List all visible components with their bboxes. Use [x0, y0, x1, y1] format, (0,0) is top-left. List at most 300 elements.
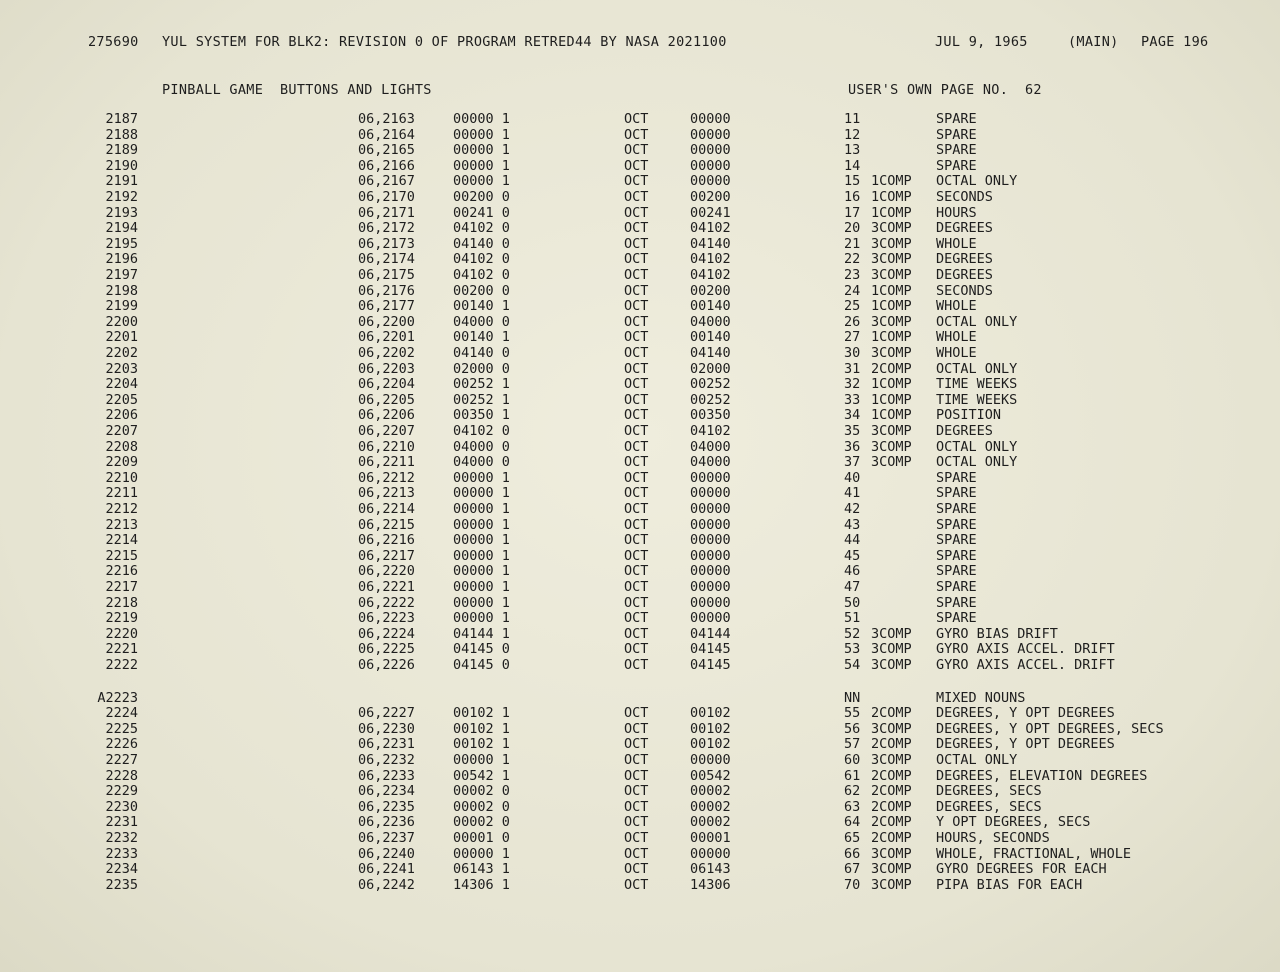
cell-line: 2195 [105, 235, 138, 252]
cell-line: 2225 [105, 720, 138, 737]
cell-addr: 06,2221 [358, 579, 415, 595]
cell-addr: 06,2213 [358, 485, 415, 502]
cell-addr: 06,2226 [358, 657, 415, 673]
cell-line: 2201 [105, 329, 138, 346]
cell-word: 00000 1 [453, 845, 510, 862]
cell-num: 17 [844, 204, 861, 221]
cell-line: 2205 [105, 391, 138, 408]
cell-line: 2213 [105, 516, 138, 533]
cell-val: 04145 [690, 641, 731, 658]
cell-op: OCT [624, 641, 649, 658]
cell-num: 44 [844, 532, 861, 549]
cell-val: 04000 [690, 438, 731, 455]
cell-num: 66 [844, 845, 861, 862]
cell-num: 32 [844, 376, 861, 393]
table-row [0, 847, 1280, 863]
cell-cls: 2COMP [871, 705, 912, 722]
cell-num: 43 [844, 516, 861, 533]
cell-num: 34 [844, 407, 861, 424]
cell-word: 00000 1 [453, 563, 510, 580]
job-id: 275690 [88, 34, 139, 50]
table-row [0, 143, 1280, 159]
cell-val: 00102 [690, 736, 731, 753]
cell-word: 00000 1 [453, 610, 510, 627]
cell-op: OCT [624, 610, 649, 627]
cell-desc: SPARE [936, 563, 977, 580]
cell-desc: OCTAL ONLY [936, 752, 1018, 768]
table-row [0, 237, 1280, 253]
cell-op: OCT [624, 126, 649, 143]
cell-line: 2218 [105, 594, 138, 611]
cell-num: 24 [844, 282, 861, 299]
cell-op: OCT [624, 189, 649, 205]
cell-addr: 06,2211 [358, 454, 415, 471]
cell-op: OCT [624, 657, 649, 673]
cell-cls: 3COMP [871, 454, 912, 471]
cell-word: 00000 1 [453, 111, 510, 127]
cell-op: OCT [624, 579, 649, 595]
table-row [0, 206, 1280, 222]
table-row [0, 784, 1280, 800]
table-row [0, 674, 1280, 690]
cell-word: 00001 0 [453, 830, 510, 846]
cell-word: 00000 1 [453, 126, 510, 143]
cell-num: 26 [844, 313, 861, 330]
cell-op: OCT [624, 783, 649, 800]
table-row [0, 691, 1280, 707]
cell-num: 57 [844, 736, 861, 753]
cell-desc: WHOLE, FRACTIONAL, WHOLE [936, 845, 1132, 862]
cell-addr: 06,2224 [358, 625, 415, 642]
users-page-number: USER'S OWN PAGE NO. 62 [848, 82, 1042, 98]
cell-val: 04000 [690, 454, 731, 471]
cell-addr: 06,2237 [358, 830, 415, 846]
cell-addr: 06,2206 [358, 407, 415, 424]
cell-val: 00252 [690, 376, 731, 393]
cell-addr: 06,2216 [358, 532, 415, 549]
cell-num: 12 [844, 126, 861, 143]
cell-num: 65 [844, 830, 861, 846]
cell-val: 14306 [690, 876, 731, 893]
cell-line: 2229 [105, 783, 138, 800]
cell-cls: 3COMP [871, 641, 912, 658]
cell-op: OCT [624, 547, 649, 564]
cell-cls: 2COMP [871, 767, 912, 784]
cell-word: 00000 1 [453, 157, 510, 174]
cell-line: 2204 [105, 376, 138, 393]
cell-addr: 06,2166 [358, 157, 415, 174]
table-row [0, 393, 1280, 409]
cell-addr: 06,2235 [358, 798, 415, 815]
table-row [0, 862, 1280, 878]
cell-op: OCT [624, 251, 649, 268]
table-row [0, 706, 1280, 722]
cell-desc: MIXED NOUNS [936, 689, 1026, 706]
table-row [0, 440, 1280, 456]
cell-desc: SPARE [936, 610, 977, 627]
cell-val: 00000 [690, 610, 731, 627]
cell-num: 42 [844, 501, 861, 517]
cell-num: 61 [844, 767, 861, 784]
cell-line: 2190 [105, 157, 138, 174]
cell-op: OCT [624, 157, 649, 174]
cell-desc: DEGREES, SECS [936, 783, 1042, 800]
cell-desc: DEGREES, SECS [936, 798, 1042, 815]
cell-line: 2212 [105, 501, 138, 517]
cell-val: 04102 [690, 267, 731, 283]
cell-line: 2217 [105, 579, 138, 595]
cell-word: 00000 1 [453, 547, 510, 564]
table-row [0, 471, 1280, 487]
cell-addr: 06,2200 [358, 313, 415, 330]
cell-desc: DEGREES [936, 423, 993, 439]
table-row [0, 564, 1280, 580]
cell-desc: SPARE [936, 516, 977, 533]
table-row [0, 455, 1280, 471]
cell-val: 00350 [690, 407, 731, 424]
cell-word: 00002 0 [453, 798, 510, 815]
table-row [0, 753, 1280, 769]
cell-word: 04000 0 [453, 438, 510, 455]
cell-op: OCT [624, 469, 649, 486]
cell-line: 2221 [105, 641, 138, 658]
cell-word: 04102 0 [453, 251, 510, 268]
cell-val: 00140 [690, 329, 731, 346]
cell-word: 00252 1 [453, 391, 510, 408]
table-row [0, 627, 1280, 643]
cell-addr: 06,2173 [358, 235, 415, 252]
cell-val: 04102 [690, 423, 731, 439]
cell-val: 00002 [690, 814, 731, 831]
cell-addr: 06,2202 [358, 345, 415, 361]
cell-op: OCT [624, 111, 649, 127]
cell-addr: 06,2165 [358, 142, 415, 159]
table-row [0, 346, 1280, 362]
cell-num: 22 [844, 251, 861, 268]
cell-addr: 06,2220 [358, 563, 415, 580]
cell-line: 2233 [105, 845, 138, 862]
cell-cls: 3COMP [871, 313, 912, 330]
cell-word: 00000 1 [453, 501, 510, 517]
cell-addr: 06,2222 [358, 594, 415, 611]
table-row [0, 190, 1280, 206]
cell-val: 00102 [690, 720, 731, 737]
cell-line: 2199 [105, 298, 138, 315]
cell-word: 04000 0 [453, 454, 510, 471]
cell-desc: SPARE [936, 485, 977, 502]
cell-desc: HOURS, SECONDS [936, 830, 1050, 846]
cell-desc: GYRO AXIS ACCEL. DRIFT [936, 657, 1115, 673]
cell-num: 23 [844, 267, 861, 283]
cell-val: 00000 [690, 752, 731, 768]
cell-line: 2198 [105, 282, 138, 299]
cell-word: 00102 1 [453, 705, 510, 722]
table-row [0, 549, 1280, 565]
cell-cls: 3COMP [871, 345, 912, 361]
cell-word: 00542 1 [453, 767, 510, 784]
cell-word: 04145 0 [453, 641, 510, 658]
cell-cls: 3COMP [871, 423, 912, 439]
cell-cls: 3COMP [871, 752, 912, 768]
cell-num: 52 [844, 625, 861, 642]
cell-val: 04000 [690, 313, 731, 330]
cell-cls: 1COMP [871, 407, 912, 424]
cell-desc: OCTAL ONLY [936, 173, 1018, 190]
cell-line: 2231 [105, 814, 138, 831]
cell-op: OCT [624, 204, 649, 221]
cell-val: 00000 [690, 579, 731, 595]
cell-desc: SPARE [936, 469, 977, 486]
cell-desc: POSITION [936, 407, 1002, 424]
cell-op: OCT [624, 563, 649, 580]
cell-desc: WHOLE [936, 298, 977, 315]
cell-line: 2209 [105, 454, 138, 471]
cell-num: 14 [844, 157, 861, 174]
cell-desc: WHOLE [936, 345, 977, 361]
table-row [0, 174, 1280, 190]
cell-addr: 06,2163 [358, 111, 415, 127]
cell-cls: 1COMP [871, 173, 912, 190]
cell-val: 00000 [690, 845, 731, 862]
cell-val: 04145 [690, 657, 731, 673]
cell-line: 2192 [105, 189, 138, 205]
cell-addr: 06,2164 [358, 126, 415, 143]
cell-word: 04145 0 [453, 657, 510, 673]
cell-line: 2215 [105, 547, 138, 564]
cell-op: OCT [624, 861, 649, 878]
cell-line: 2210 [105, 469, 138, 486]
cell-desc: DEGREES [936, 220, 993, 237]
cell-val: 00000 [690, 516, 731, 533]
cell-op: OCT [624, 313, 649, 330]
cell-addr: 06,2212 [358, 469, 415, 486]
cell-word: 04144 1 [453, 625, 510, 642]
cell-cls: 3COMP [871, 720, 912, 737]
cell-val: 00000 [690, 547, 731, 564]
cell-val: 00001 [690, 830, 731, 846]
cell-word: 04102 0 [453, 220, 510, 237]
cell-word: 04102 0 [453, 267, 510, 283]
cell-line: 2224 [105, 705, 138, 722]
cell-cls: 1COMP [871, 204, 912, 221]
table-row [0, 377, 1280, 393]
cell-word: 00002 0 [453, 783, 510, 800]
table-row [0, 221, 1280, 237]
cell-num: 67 [844, 861, 861, 878]
cell-line: 2208 [105, 438, 138, 455]
cell-val: 00000 [690, 485, 731, 502]
cell-num: 54 [844, 657, 861, 673]
section-heading: PINBALL GAME BUTTONS AND LIGHTS [162, 82, 432, 98]
cell-addr: 06,2241 [358, 861, 415, 878]
table-row [0, 284, 1280, 300]
table-row [0, 518, 1280, 534]
cell-cls: 1COMP [871, 298, 912, 315]
cell-addr: 06,2175 [358, 267, 415, 283]
cell-line: 2191 [105, 173, 138, 190]
cell-op: OCT [624, 845, 649, 862]
cell-cls: 3COMP [871, 657, 912, 673]
cell-num: 51 [844, 610, 861, 627]
cell-num: 55 [844, 705, 861, 722]
table-row [0, 722, 1280, 738]
cell-val: 04140 [690, 235, 731, 252]
cell-desc: DEGREES [936, 251, 993, 268]
cell-op: OCT [624, 173, 649, 190]
listing-date: JUL 9, 1965 [935, 34, 1028, 50]
cell-desc: GYRO DEGREES FOR EACH [936, 861, 1107, 878]
cell-val: 04102 [690, 220, 731, 237]
cell-line: 2235 [105, 876, 138, 893]
cell-cls: 2COMP [871, 798, 912, 815]
cell-val: 00000 [690, 173, 731, 190]
cell-word: 00102 1 [453, 720, 510, 737]
table-row [0, 408, 1280, 424]
cell-val: 00000 [690, 563, 731, 580]
cell-desc: SPARE [936, 142, 977, 159]
table-row [0, 658, 1280, 674]
cell-cls: 2COMP [871, 814, 912, 831]
cell-line: 2200 [105, 313, 138, 330]
cell-word: 00200 0 [453, 282, 510, 299]
cell-line: 2203 [105, 360, 138, 377]
cell-op: OCT [624, 736, 649, 753]
cell-num: NN [844, 689, 861, 706]
cell-line: 2197 [105, 267, 138, 283]
cell-line: 2194 [105, 220, 138, 237]
cell-val: 00241 [690, 204, 731, 221]
cell-line: 2228 [105, 767, 138, 784]
cell-word: 00000 1 [453, 173, 510, 190]
table-row [0, 596, 1280, 612]
table-row [0, 424, 1280, 440]
cell-word: 04140 0 [453, 235, 510, 252]
cell-addr: 06,2174 [358, 251, 415, 268]
cell-desc: SPARE [936, 579, 977, 595]
cell-num: 56 [844, 720, 861, 737]
cell-line: A2223 [97, 689, 138, 706]
cell-op: OCT [624, 329, 649, 346]
listing-title: YUL SYSTEM FOR BLK2: REVISION 0 OF PROGRAM RETRED44 BY NASA 2021100 [162, 34, 727, 50]
cell-num: 46 [844, 563, 861, 580]
cell-desc: SPARE [936, 126, 977, 143]
cell-num: 70 [844, 876, 861, 893]
cell-num: 63 [844, 798, 861, 815]
cell-addr: 06,2214 [358, 501, 415, 517]
cell-desc: GYRO BIAS DRIFT [936, 625, 1058, 642]
cell-addr: 06,2204 [358, 376, 415, 393]
cell-line: 2202 [105, 345, 138, 361]
cell-val: 00252 [690, 391, 731, 408]
cell-num: 45 [844, 547, 861, 564]
cell-desc: SPARE [936, 157, 977, 174]
table-row [0, 831, 1280, 847]
page-number: PAGE 196 [1141, 34, 1209, 50]
cell-op: OCT [624, 594, 649, 611]
cell-cls: 3COMP [871, 438, 912, 455]
cell-val: 00542 [690, 767, 731, 784]
cell-word: 02000 0 [453, 360, 510, 377]
cell-op: OCT [624, 830, 649, 846]
cell-val: 00000 [690, 594, 731, 611]
table-row [0, 486, 1280, 502]
cell-addr: 06,2236 [358, 814, 415, 831]
cell-desc: GYRO AXIS ACCEL. DRIFT [936, 641, 1115, 658]
cell-word: 04000 0 [453, 313, 510, 330]
cell-line: 2214 [105, 532, 138, 549]
cell-val: 00200 [690, 282, 731, 299]
cell-desc: SPARE [936, 547, 977, 564]
table-row [0, 268, 1280, 284]
cell-desc: SECONDS [936, 189, 993, 205]
table-row [0, 611, 1280, 627]
cell-word: 14306 1 [453, 876, 510, 893]
cell-word: 00000 1 [453, 532, 510, 549]
cell-desc: WHOLE [936, 235, 977, 252]
cell-desc: SPARE [936, 594, 977, 611]
cell-val: 00002 [690, 783, 731, 800]
cell-val: 00000 [690, 111, 731, 127]
cell-addr: 06,2233 [358, 767, 415, 784]
cell-op: OCT [624, 360, 649, 377]
cell-cls: 3COMP [871, 876, 912, 893]
cell-num: 20 [844, 220, 861, 237]
cell-val: 06143 [690, 861, 731, 878]
cell-op: OCT [624, 720, 649, 737]
cell-desc: DEGREES, Y OPT DEGREES [936, 705, 1115, 722]
table-row [0, 315, 1280, 331]
cell-addr: 06,2217 [358, 547, 415, 564]
cell-num: 64 [844, 814, 861, 831]
table-row [0, 800, 1280, 816]
listing-section: (MAIN) [1068, 34, 1119, 50]
cell-val: 00000 [690, 501, 731, 517]
cell-desc: TIME WEEKS [936, 376, 1018, 393]
cell-val: 00000 [690, 157, 731, 174]
cell-num: 50 [844, 594, 861, 611]
cell-num: 30 [844, 345, 861, 361]
cell-val: 02000 [690, 360, 731, 377]
cell-addr: 06,2210 [358, 438, 415, 455]
cell-op: OCT [624, 454, 649, 471]
cell-num: 36 [844, 438, 861, 455]
cell-addr: 06,2227 [358, 705, 415, 722]
cell-desc: DEGREES, Y OPT DEGREES [936, 736, 1115, 753]
cell-word: 00000 1 [453, 142, 510, 159]
cell-num: 53 [844, 641, 861, 658]
table-row [0, 878, 1280, 894]
cell-val: 04102 [690, 251, 731, 268]
cell-word: 00000 1 [453, 516, 510, 533]
cell-word: 00002 0 [453, 814, 510, 831]
cell-val: 00000 [690, 532, 731, 549]
cell-desc: DEGREES [936, 267, 993, 283]
cell-addr: 06,2225 [358, 641, 415, 658]
cell-op: OCT [624, 814, 649, 831]
cell-cls: 2COMP [871, 736, 912, 753]
cell-op: OCT [624, 282, 649, 299]
cell-num: 40 [844, 469, 861, 486]
cell-cls: 2COMP [871, 830, 912, 846]
table-row [0, 502, 1280, 518]
cell-addr: 06,2167 [358, 173, 415, 190]
cell-addr: 06,2176 [358, 282, 415, 299]
cell-word: 00000 1 [453, 594, 510, 611]
cell-cls: 1COMP [871, 329, 912, 346]
cell-op: OCT [624, 516, 649, 533]
cell-addr: 06,2232 [358, 752, 415, 768]
table-row [0, 112, 1280, 128]
